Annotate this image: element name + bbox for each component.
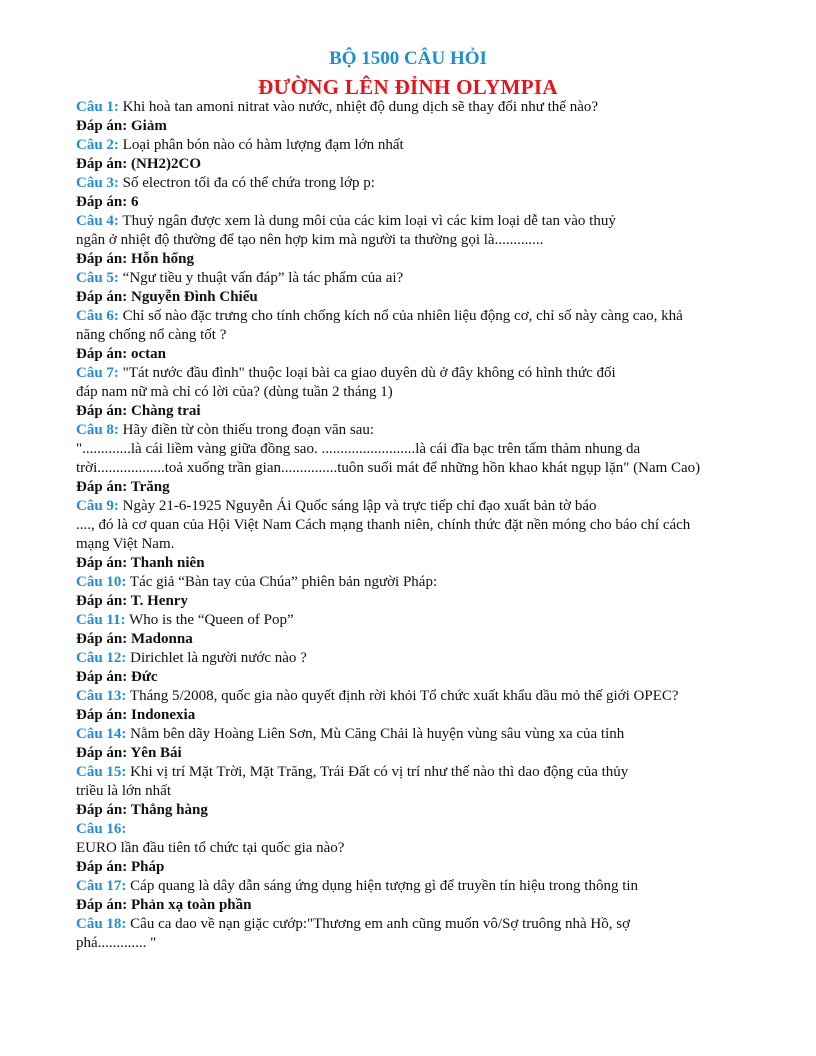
- document-title-line2: ĐƯỜNG LÊN ĐỈNH OLYMPIA: [258, 75, 558, 99]
- question-line: [76, 440, 756, 459]
- question-text: năng chống nổ càng tốt ?: [76, 327, 227, 343]
- question-text: Khi hoà tan amoni nitrat vào nước, nhiệt độ dung dịch sẽ thay đổi như thế nào?: [122, 99, 599, 115]
- question-text: EURO lần đầu tiên tổ chức tại quốc gia nào?: [76, 840, 345, 856]
- question-item: [76, 364, 756, 421]
- question-line: [76, 98, 756, 117]
- question-number: Câu 4:: [76, 213, 119, 229]
- question-number: Câu 12:: [76, 650, 127, 666]
- question-number: Câu 10:: [76, 574, 127, 590]
- question-text: mạng Việt Nam.: [76, 536, 175, 552]
- question-text: Số electron tối đa có thể chứa trong lớp p:: [122, 175, 375, 191]
- answer-text: Đáp án: Thẳng hàng: [76, 802, 208, 818]
- question-number: Câu 17:: [76, 878, 127, 894]
- question-item: [76, 212, 756, 269]
- question-line: [76, 820, 756, 839]
- answer-text: Đáp án: Madonna: [76, 631, 193, 647]
- answer-text: Đáp án: Phản xạ toàn phần: [76, 897, 252, 913]
- document-title-line1: BỘ 1500 CÂU HỎI: [329, 48, 487, 69]
- question-item: [76, 725, 756, 763]
- question-number: Câu 11:: [76, 612, 126, 628]
- question-text: ngân ở nhiệt độ thường để tạo nên hợp kim mà người ta thường gọi là.............: [76, 232, 544, 248]
- question-line: [76, 212, 756, 231]
- question-number: Câu 1:: [76, 99, 119, 115]
- answer-text: Đáp án: octan: [76, 346, 167, 362]
- answer-text: Đáp án: Giảm: [76, 118, 167, 134]
- question-text: phá............. ": [76, 935, 157, 951]
- question-item: [76, 687, 756, 725]
- question-number: Câu 7:: [76, 365, 119, 381]
- question-text: ".............là cái liềm vàng giữa đồng sao. .........................là cái đĩa bạc trên tấm thảm nhung da: [76, 441, 641, 457]
- question-text: trời..................toả xuống trần gian...............tuôn suối mát để những hồn khao khát ngụp lặn" (Nam Cao): [76, 460, 701, 476]
- question-line: [76, 687, 756, 706]
- question-item: [76, 421, 756, 497]
- question-number: Câu 15:: [76, 764, 127, 780]
- question-text: Thuỷ ngân được xem là dung môi của các kim loại vì các kim loại dễ tan vào thuỷ: [122, 213, 616, 229]
- question-number: Câu 14:: [76, 726, 127, 742]
- question-line: [76, 934, 756, 953]
- question-text: Chỉ số nào đặc trưng cho tính chống kích nổ của nhiên liệu động cơ, chỉ số này càng cao, khả: [122, 308, 683, 324]
- question-number: Câu 13:: [76, 688, 127, 704]
- question-text: Nằm bên dãy Hoàng Liên Sơn, Mù Căng Chải là huyện vùng sâu vùng xa của tỉnh: [130, 726, 625, 742]
- answer-text: Đáp án: Nguyễn Đình Chiểu: [76, 289, 258, 305]
- question-line: [76, 136, 756, 155]
- question-line: [76, 174, 756, 193]
- question-line: [76, 459, 756, 478]
- question-number: Câu 2:: [76, 137, 119, 153]
- answer-text: Đáp án: Đức: [76, 669, 158, 685]
- question-line: [76, 782, 756, 801]
- question-text: Tác giả “Bàn tay của Chúa” phiên bản người Pháp:: [129, 574, 438, 590]
- question-item: [76, 497, 756, 573]
- answer-text: Đáp án: T. Henry: [76, 593, 188, 609]
- question-number: Câu 8:: [76, 422, 119, 438]
- question-item: [76, 611, 756, 649]
- question-line: [76, 763, 756, 782]
- question-text: ...., đó là cơ quan của Hội Việt Nam Cách mạng thanh niên, chính thức đặt nền móng cho báo chí cách: [76, 517, 691, 533]
- question-number: Câu 18:: [76, 916, 127, 932]
- question-number: Câu 3:: [76, 175, 119, 191]
- question-line: [76, 421, 756, 440]
- answer-text: Đáp án: Thanh niên: [76, 555, 205, 571]
- question-text: Ngày 21-6-1925 Nguyễn Ái Quốc sáng lập và trực tiếp chỉ đạo xuất bản tờ báo: [122, 498, 597, 514]
- question-item: [76, 820, 756, 877]
- answer-text: Đáp án: Trăng: [76, 479, 170, 495]
- question-item: [76, 269, 756, 307]
- question-line: [76, 649, 756, 668]
- answer-text: Đáp án: (NH2)2CO: [76, 156, 202, 172]
- question-number: Câu 16:: [76, 821, 127, 837]
- question-text: “Ngư tiều y thuật vấn đáp” là tác phẩm của ai?: [122, 270, 404, 286]
- question-text: Dirichlet là người nước nào ?: [130, 650, 307, 666]
- question-line: [76, 497, 756, 516]
- question-item: [76, 136, 756, 174]
- question-item: [76, 573, 756, 611]
- question-line: [76, 516, 756, 535]
- question-line: [76, 231, 756, 250]
- question-text: Cáp quang là dây dẫn sáng ứng dụng hiện tượng gì để truyền tín hiệu trong thông tin: [130, 878, 639, 894]
- answer-text: Đáp án: Indonexia: [76, 707, 196, 723]
- question-number: Câu 6:: [76, 308, 119, 324]
- question-line: [76, 915, 756, 934]
- question-text: Loại phân bón nào có hàm lượng đạm lớn nhất: [122, 137, 404, 153]
- question-text: "Tát nước đầu đình" thuộc loại bài ca giao duyên dù ở đây không có hình thức đối: [122, 365, 616, 381]
- question-number: Câu 9:: [76, 498, 119, 514]
- question-item: [76, 763, 756, 820]
- question-text: Tháng 5/2008, quốc gia nào quyết định rời khỏi Tổ chức xuất khẩu dầu mỏ thế giới OPEC?: [129, 688, 679, 704]
- question-text: Hãy điền từ còn thiếu trong đoạn văn sau:: [122, 422, 375, 438]
- question-line: [76, 611, 756, 630]
- question-item: [76, 915, 756, 953]
- question-item: [76, 877, 756, 915]
- question-line: [76, 307, 756, 326]
- question-line: [76, 269, 756, 288]
- answer-text: Đáp án: Chàng trai: [76, 403, 201, 419]
- answer-text: Đáp án: Hỗn hống: [76, 251, 194, 267]
- question-line: [76, 364, 756, 383]
- question-line: [76, 573, 756, 592]
- question-text: triều là lớn nhất: [76, 783, 171, 799]
- question-line: [76, 535, 756, 554]
- answer-text: Đáp án: Yên Bái: [76, 745, 182, 761]
- answer-text: Đáp án: Pháp: [76, 859, 165, 875]
- question-line: [76, 725, 756, 744]
- question-item: [76, 649, 756, 687]
- question-text: Câu ca dao về nạn giặc cướp:"Thương em anh cũng muốn vô/Sợ truông nhà Hồ, sợ: [130, 916, 631, 932]
- question-item: [76, 174, 756, 212]
- question-line: [76, 839, 756, 858]
- question-item: [76, 98, 756, 136]
- question-line: [76, 877, 756, 896]
- answer-text: Đáp án: 6: [76, 194, 139, 210]
- question-line: [76, 326, 756, 345]
- question-text: Who is the “Queen of Pop”: [129, 612, 294, 628]
- question-text: đáp nam nữ mà chỉ có lời của? (dùng tuần 2 tháng 1): [76, 384, 393, 400]
- question-number: Câu 5:: [76, 270, 119, 286]
- question-list: [76, 98, 756, 953]
- question-item: [76, 307, 756, 364]
- question-line: [76, 383, 756, 402]
- question-text: Khi vị trí Mặt Trời, Mặt Trăng, Trái Đất có vị trí như thế nào thì dao động của thủy: [130, 764, 629, 780]
